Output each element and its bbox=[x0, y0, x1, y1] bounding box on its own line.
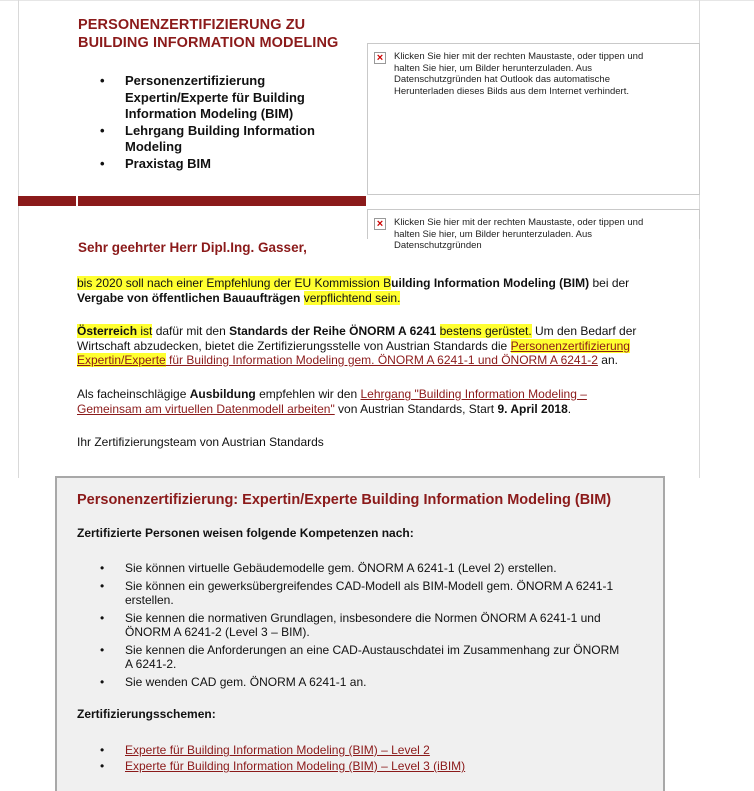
blocked-image-2[interactable] bbox=[367, 209, 700, 252]
broken-image-icon: × bbox=[374, 52, 386, 64]
blocked-image-message: Klicken Sie hier mit der rechten Maustaste, oder tippen und halten Sie hier, um Bilder herunterzuladen. Aus Datenschutzgründen hat Outlook das automatische Herunterladen dieses Bilds aus dem Internet verhindert. bbox=[394, 51, 644, 97]
highlight-text: ist bbox=[137, 324, 153, 338]
blocked-image-1[interactable] bbox=[367, 43, 700, 195]
schemes-list bbox=[100, 742, 620, 774]
frame-top-line bbox=[0, 0, 754, 1]
text: Als facheinschlägige bbox=[77, 387, 190, 401]
bold-text: 9. April 2018 bbox=[497, 401, 568, 416]
header-list bbox=[100, 73, 350, 172]
competency-list bbox=[100, 561, 625, 693]
paragraph-course bbox=[77, 387, 647, 416]
blocked-image-message: Klicken Sie hier mit der rechten Maustaste, oder tippen und halten Sie hier, um Bilder herunterzuladen. Aus Datenschutzgründen bbox=[394, 217, 644, 252]
text: . bbox=[567, 401, 572, 416]
text: empfehlen wir den bbox=[255, 387, 361, 401]
certification-link[interactable]: Personenzertifizierung Expertin/Experte bbox=[77, 338, 630, 367]
text: an. bbox=[597, 353, 618, 367]
certification-link-cont[interactable]: für Building Information Modeling gem. ÖNORM A 6241-1 und ÖNORM A 6241-2 bbox=[165, 353, 598, 367]
highlight-text: bestens gerüstet. bbox=[439, 324, 532, 338]
list-item: • Sie können ein gewerksübergreifendes CAD-Modell als BIM-Modell gem. ÖNORM A 6241-1 erstellen. bbox=[100, 579, 625, 608]
frame-left-line bbox=[18, 0, 19, 478]
greeting: Sehr geehrter Herr Dipl.Ing. Gasser, bbox=[78, 240, 307, 255]
highlight-bold-text: Österreich bbox=[77, 324, 138, 338]
text: Um den Bedarf der Wirtschaft abzudecken, bietet die Zertifizierungsstelle von Austrian Standards die bbox=[77, 324, 637, 353]
bold-text: Standards der Reihe ÖNORM A 6241 bbox=[229, 324, 437, 338]
highlight-text: bis 2020 soll nach einer Empfehlung der EU Kommission B bbox=[77, 276, 392, 290]
course-link[interactable]: Lehrgang "Building Information Modeling – Gemeinsam am virtuellen Datenmodell arbeiten" bbox=[77, 387, 587, 416]
text: dafür mit den bbox=[152, 324, 230, 338]
section-title: Personenzertifizierung: Expertin/Experte Building Information Modeling (BIM) bbox=[77, 492, 612, 508]
divider-bar bbox=[18, 196, 366, 206]
header-item-practice-day: • Praxistag BIM bbox=[100, 156, 350, 173]
list-item: • Sie kennen die Anforderungen an eine CAD-Austauschdatei im Zusammenhang zur ÖNORM A 6241-2. bbox=[100, 643, 625, 672]
scheme-item bbox=[100, 758, 620, 774]
scheme-link-level-2[interactable]: Experte für Building Information Modeling (BIM) – Level 2 bbox=[125, 743, 430, 757]
list-item: • Sie wenden CAD gem. ÖNORM A 6241-1 an. bbox=[100, 675, 625, 689]
header-title: PERSONENZERTIFIZIERUNG ZU BUILDING INFORMATION MODELING bbox=[78, 17, 339, 51]
list-item: • Sie kennen die normativen Grundlagen, insbesondere die Normen ÖNORM A 6241-1 und ÖNORM A 6241-2 (Level 3 – BIM). bbox=[100, 611, 625, 640]
text: von Austrian Standards, Start bbox=[334, 401, 498, 416]
divider-bar-seam bbox=[76, 196, 78, 206]
list-item: • Sie können virtuelle Gebäudemodelle gem. ÖNORM A 6241-1 (Level 2) erstellen. bbox=[100, 561, 625, 575]
text: bei der bbox=[589, 276, 630, 290]
scheme-link-level-3[interactable]: Experte für Building Information Modeling (BIM) – Level 3 (iBIM) bbox=[125, 759, 466, 773]
scheme-item bbox=[100, 742, 620, 758]
bold-text: Vergabe von öffentlichen Bauaufträgen bbox=[77, 290, 301, 305]
broken-image-icon: × bbox=[374, 218, 386, 230]
header-item-course: • Lehrgang Building Information Modeling bbox=[100, 123, 350, 156]
bold-text: uilding Information Modeling (BIM) bbox=[391, 276, 590, 290]
schemes-label: Zertifizierungsschemen: bbox=[77, 707, 216, 721]
section-subtitle: Zertifizierte Personen weisen folgende Kompetenzen nach: bbox=[77, 526, 414, 540]
bold-text: Ausbildung bbox=[189, 387, 256, 401]
signature: Ihr Zertifizierungsteam von Austrian Standards bbox=[77, 435, 324, 449]
paragraph-austria bbox=[77, 324, 647, 368]
paragraph-eu-recommendation bbox=[77, 276, 647, 305]
header-item-certification: • Personenzertifizierung Expertin/Experte für Building Information Modeling (BIM) bbox=[100, 73, 350, 123]
highlight-text: verpflichtend sein. bbox=[303, 290, 401, 305]
